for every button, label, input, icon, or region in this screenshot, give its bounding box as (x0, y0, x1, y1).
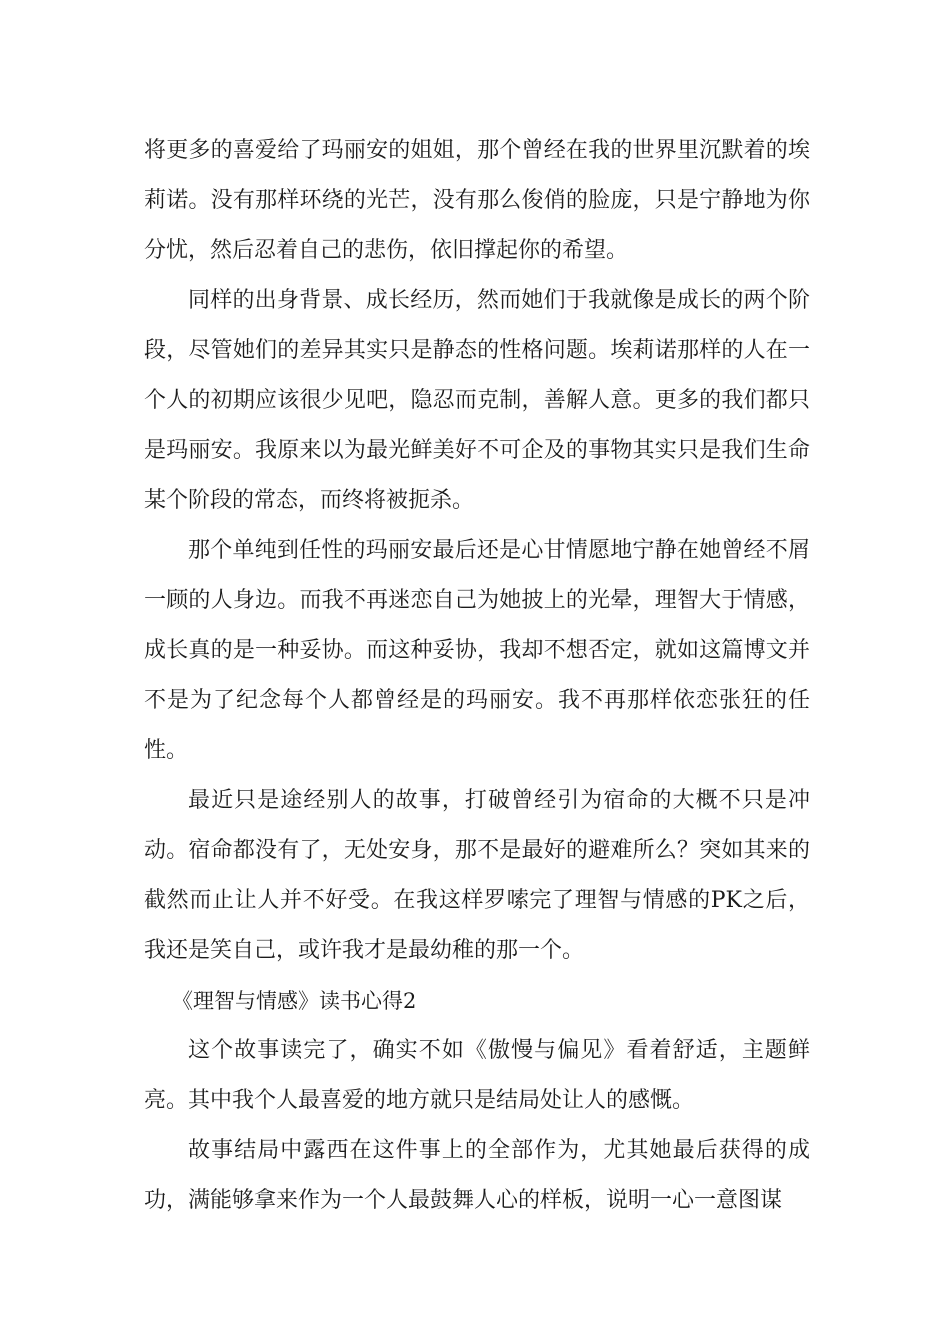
paragraph: 那个单纯到任性的玛丽安最后还是心甘情愿地宁静在她曾经不屑一顾的人身边。而我不再迷恋自己为她披上的光晕，理智大于情感，成长真的是一种妥协。而这种妥协，我却不想否定，就如这篇博文并不是为了纪念每个人都曾经是的玛丽安。我不再那样依恋张狂的任性。 (144, 538, 810, 763)
paragraph: 故事结局中露西在这件事上的全部作为，尤其她最后获得的成功，满能够拿来作为一个人最鼓舞人心的样板，说明一心一意图谋 (144, 1138, 810, 1213)
document-body (144, 126, 810, 1226)
paragraph: 这个故事读完了，确实不如《傲慢与偏见》看着舒适，主题鲜亮。其中我个人最喜爱的地方就只是结局处让人的感慨。 (144, 1038, 810, 1113)
paragraph-continued: 将更多的喜爱给了玛丽安的姐姐，那个曾经在我的世界里沉默着的埃莉诺。没有那样环绕的光芒，没有那么俊俏的脸庞，只是宁静地为你分忧，然后忍着自己的悲伤，依旧撑起你的希望。 (144, 138, 810, 263)
paragraph: 同样的出身背景、成长经历，然而她们于我就像是成长的两个阶段，尽管她们的差异其实只是静态的性格问题。埃莉诺那样的人在一个人的初期应该很少见吧，隐忍而克制，善解人意。更多的我们都只是玛丽安。我原来以为最光鲜美好不可企及的事物其实只是我们生命某个阶段的常态，而终将被扼杀。 (144, 288, 810, 513)
paragraph: 最近只是途经别人的故事，打破曾经引为宿命的大概不只是冲动。宿命都没有了，无处安身，那不是最好的避难所么？突如其来的截然而止让人并不好受。在我这样罗嗦完了理智与情感的PK之后，我还是笑自己，或许我才是最幼稚的那一个。 (144, 788, 810, 963)
section-heading: 《理智与情感》读书心得2 (172, 989, 417, 1013)
